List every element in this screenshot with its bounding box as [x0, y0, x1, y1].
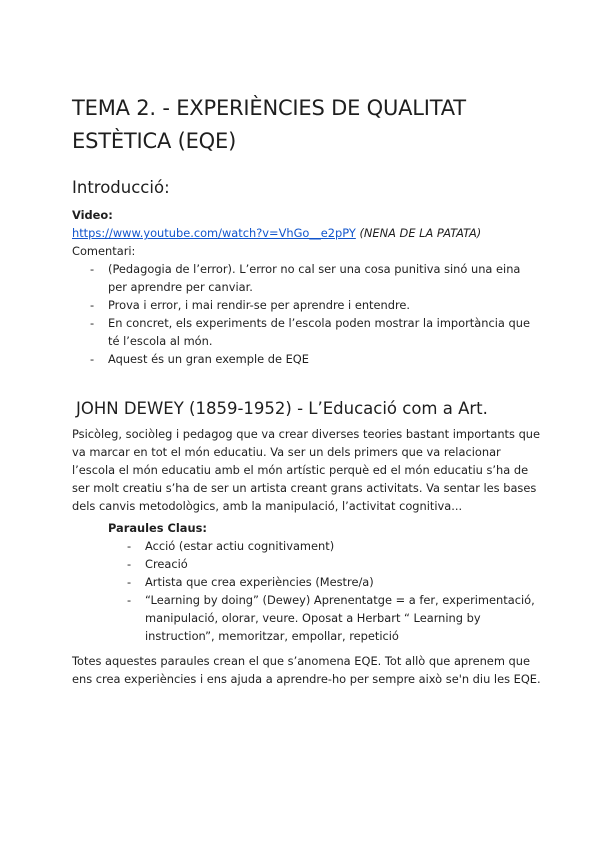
keywords-list [108, 537, 548, 645]
closing-paragraph: Totes aquestes paraules crean el que s’anomena EQE. Tot allò que aprenem que ens crea experiències i ens ajuda a aprendre-ho per sempre això se'n diu les EQE. [72, 654, 541, 686]
keywords-label: Paraules Claus: [108, 521, 207, 535]
video-section [72, 206, 542, 368]
list-item: - Prova i error, i mai rendir-se per aprendre i entendre. [72, 296, 542, 314]
dewey-heading: JOHN DEWEY (1859-1952) - L’Educació com a Art. [76, 399, 488, 418]
list-item: - En concret, els experiments de l’escola poden mostrar la importància que té l’escola al món. [72, 314, 542, 350]
keywords-section [108, 519, 548, 645]
list-item: - Aquest és un gran exemple de EQE [72, 350, 542, 368]
comments-label: Comentari: [72, 244, 136, 258]
intro-heading: Introducció: [72, 178, 170, 197]
list-item: - Acció (estar actiu cognitivament) [108, 537, 548, 555]
video-link[interactable]: https://www.youtube.com/watch?v=VhGo__e2pPY [72, 226, 356, 240]
list-item: - “Learning by doing” (Dewey) Aprenentatge = a fer, experimentació, manipulació, olorar, veure. Oposat a Herbart “ Learning by instruction”, memoritzar, empollar, repetició [108, 591, 548, 645]
comments-list [72, 260, 542, 368]
list-item: - Artista que crea experiències (Mestre/a) [108, 573, 548, 591]
list-item: - Creació [108, 555, 548, 573]
dewey-paragraph: Psicòleg, sociòleg i pedagog que va crear diverses teories bastant importants que va marcar en tot el món educatiu. Va ser un dels primers que va relacionar l’escola el món educatiu amb el món artístic perquè ed el món educatiu s’ha de ser molt creatiu s’ha de ser un artista creant grans activitats. Va sentar les bases dels canvis metodològics, amb la manipulació, l’activitat cognitiva... [72, 427, 541, 513]
video-label: Video: [72, 208, 113, 222]
list-item: - (Pedagogia de l’error). L’error no cal ser una cosa punitiva sinó una eina per aprendre per canviar. [72, 260, 542, 296]
page-title: TEMA 2. - EXPERIÈNCIES DE QUALITAT ESTÈTICA (EQE) [72, 96, 466, 153]
video-line [72, 224, 542, 242]
video-note: (NENA DE LA PATATA) [359, 226, 482, 240]
